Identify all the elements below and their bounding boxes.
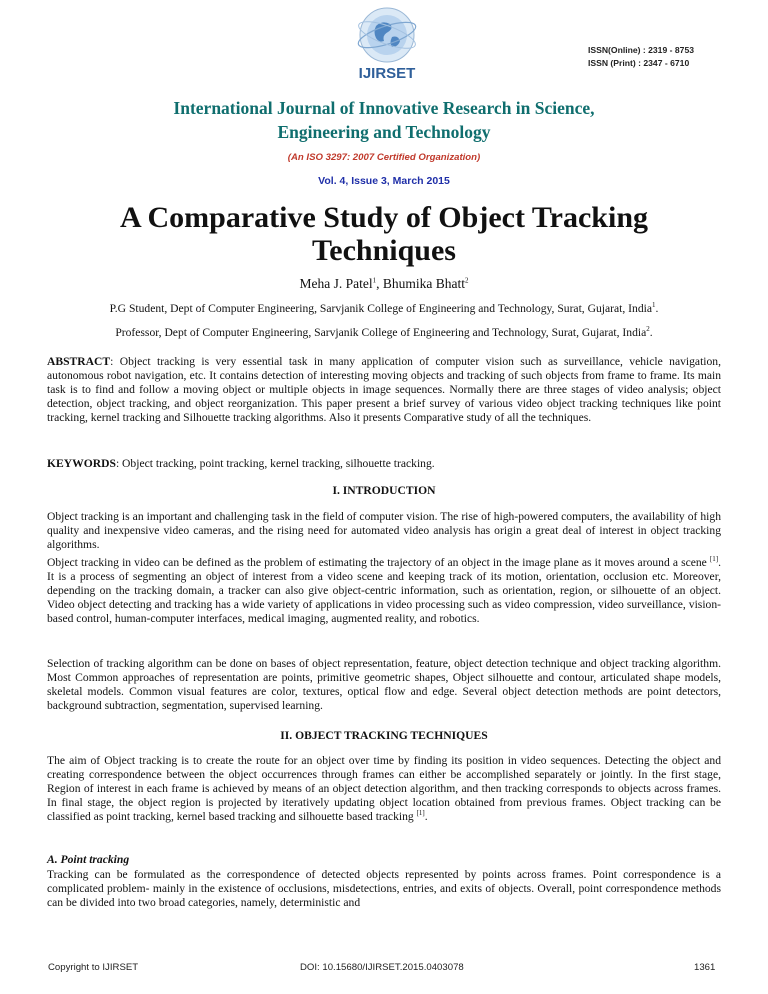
issn-online: ISSN(Online) : 2319 - 8753 xyxy=(587,45,694,55)
citation-ref: [1] xyxy=(416,809,425,818)
citation-ref: [1] xyxy=(709,555,719,564)
affiliation-2-text: Professor, Dept of Computer Engineering, Sarvjanik College of Engineering and Technology, Surat, Gujarat, India xyxy=(115,326,647,339)
section-techniques-heading: II. OBJECT TRACKING TECHNIQUES xyxy=(280,729,488,742)
keywords xyxy=(47,457,721,471)
subsection-point-tracking-heading: A. Point tracking xyxy=(47,853,130,866)
abstract-text: : Object tracking is very essential task in many application of computer vision such as surveillance, vehicle navigation, autonomous robot navigation, etc. It contains detection of interesting moving objects and tracking of such objects from frame to frame. Its main task is to find and follow a moving object or multiple objects in image sequences. Normally there are three stages of video analysis; object detection, object tracking, and object reorganization. This paper present a brief survey of various video object tracking techniques like point tracking, kernel tracking and Silhouette tracking algorithms. Also it presents Comparative study of all the techniques. xyxy=(47,355,721,424)
paper-title: A Comparative Study of Object Tracking Techniques xyxy=(119,201,649,267)
intro-paragraph-1: Object tracking is an important and challenging task in the field of computer vision. The rise of high-powered computers, the availability of high quality and inexpensive video cameras, and the rising need for automated video analysis has origin a great deal of interest in object tracking algorithms. xyxy=(47,510,721,551)
keywords-label: KEYWORDS xyxy=(47,457,116,470)
abstract xyxy=(47,355,721,425)
keywords-text: : Object tracking, point tracking, kernel tracking, silhouette tracking. xyxy=(115,457,435,470)
author-1: Meha J. Patel xyxy=(299,276,373,291)
abstract-label: ABSTRACT xyxy=(47,355,111,368)
affiliation-1: P.G Student, Dept of Computer Engineering, Sarvjanik College of Engineering and Technology, Surat, Gujarat, India$^1$. xyxy=(109,301,659,315)
iso-certification: (An ISO 3297: 2007 Certified Organization) xyxy=(287,152,481,163)
author-list xyxy=(0,276,768,292)
footer-page-number: 1361 xyxy=(694,962,716,973)
issn-block xyxy=(588,44,694,70)
journal-name-line2: Engineering and Technology xyxy=(277,122,491,142)
point-tracking-paragraph-1: Tracking can be formulated as the correspondence of detected objects represented by points across frames. Point correspondence is a complicated problem- mainly in the existence of occlusions, misdetections, entries, and exits of objects. Overall, point correspondence methods can be divided into two broad categories, namely, deterministic and xyxy=(47,868,721,909)
intro-paragraph-3: Selection of tracking algorithm can be done on bases of object representation, feature, object detection technique and object tracking algorithm. Most Common approaches of representation are points, primitive geometric shapes, Object silhouette and contour, articulated shape models, skeletal models. Common visual features are color, textures, optical flow and edge. Several object detection methods are point detectors, background subtraction, segmentation, supervised learning. xyxy=(47,657,721,712)
footer-copyright: Copyright to IJIRSET xyxy=(48,962,139,973)
techniques-paragraph-1 xyxy=(47,754,721,824)
intro-paragraph-2-part-b: . It is a process of segmenting an object of interest from a video scene and keeping track of its motion, orientation, occlusion etc. Moreover, depending on the tracking domain, a tracker can also give object-centric information, such as orientation, region, or silhouette of an object. Video object detecting and tracking has a wide variety of applications in video processing such as video compression, video surveillance, vision-based control, human-computer interfaces, medical imaging, augmented reality, and robotics. xyxy=(47,556,721,625)
author-2-sup: 2 xyxy=(465,276,469,285)
issn-print: ISSN (Print) : 2347 - 6710 xyxy=(587,58,690,68)
affiliation-2: Professor, Dept of Computer Engineering, Sarvjanik College of Engineering and Technology, Surat, Gujarat, India$^2$. xyxy=(115,325,653,339)
author-2: Bhumika Bhatt xyxy=(382,276,465,291)
techniques-paragraph-1-part-a: The aim of Object tracking is to create the route for an object over time by finding its position in video sequences. Detecting the object and creating correspondence between the object occurrences through frames can either be accomplished separately or jointly. In the first stage, Region of interest in each frame is achieved by means of an object detection algorithm, and then tracking corresponds to objects across frames. In final stage, the object region is projected by iteratively updating object location obtained from previous frames. Object tracking can be classified as point tracking, kernel based tracking and silhouette based tracking xyxy=(47,754,721,823)
author-separator: , xyxy=(376,276,383,291)
author-1-sup: 1 xyxy=(372,276,377,285)
affiliation-2-sup: 2 xyxy=(646,325,650,334)
intro-paragraph-2 xyxy=(47,556,721,626)
section-introduction-heading: I. INTRODUCTION xyxy=(332,484,436,497)
volume-issue: Vol. 4, Issue 3, March 2015 xyxy=(318,175,450,187)
techniques-paragraph-1-part-b: . xyxy=(424,810,428,823)
journal-name-line1: International Journal of Innovative Research in Science, xyxy=(173,98,595,118)
svg-text:IJIRSET: IJIRSET xyxy=(358,65,416,82)
affiliation-1-sup: 1 xyxy=(651,301,656,310)
intro-paragraph-2-part-a: Object tracking in video can be defined as the problem of estimating the trajectory of an object in the image plane as it moves around a scene xyxy=(47,556,710,569)
journal-logo xyxy=(340,4,434,82)
affiliation-1-text: P.G Student, Dept of Computer Engineering, Sarvjanik College of Engineering and Technology, Surat, Gujarat, India xyxy=(109,302,652,315)
footer-doi: DOI: 10.15680/IJIRSET.2015.0403078 xyxy=(300,962,464,973)
journal-name xyxy=(0,96,768,144)
globe-icon xyxy=(340,4,434,82)
